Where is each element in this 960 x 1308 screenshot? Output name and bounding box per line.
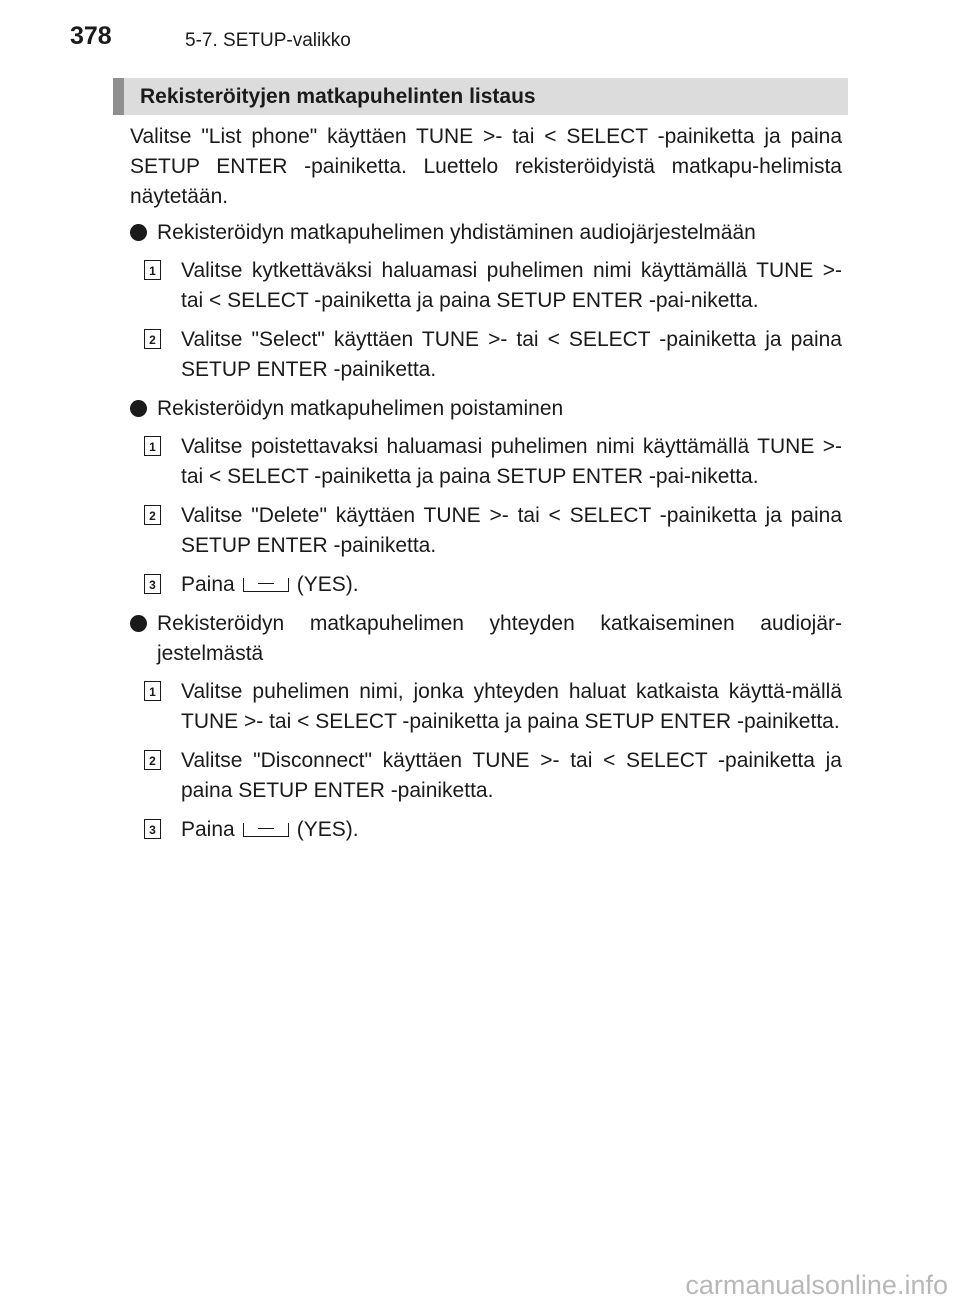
- step-number: 1: [144, 681, 161, 701]
- bullet-item: [130, 218, 842, 248]
- key-button-icon: [243, 823, 289, 837]
- bullet-text: Rekisteröidyn matkapuhelimen poistaminen: [157, 397, 564, 420]
- step-text: [181, 815, 842, 845]
- step-number: 3: [144, 819, 161, 839]
- intro-paragraph: Valitse "List phone" käyttäen TUNE >- tai < SELECT -painiketta ja paina SETUP ENTER -painiketta. Luettelo rekisteröidyistä matkapu-helimista näytetään.: [130, 125, 842, 208]
- step-item: [144, 501, 842, 561]
- step-text: Valitse "Disconnect" käyttäen TUNE >- tai < SELECT -painiketta ja paina SETUP ENTER -painiketta.: [181, 749, 842, 802]
- step-number: 2: [144, 750, 161, 770]
- bullet-item: [130, 394, 842, 424]
- bullet-item: [130, 609, 842, 669]
- step-item: [144, 432, 842, 492]
- bullet-icon: [130, 400, 147, 417]
- bullet-icon: [130, 224, 147, 241]
- step-text-post: (YES).: [296, 573, 359, 596]
- bullet-text: Rekisteröidyn matkapuhelimen yhteyden katkaiseminen audiojär-jestelmästä: [157, 612, 842, 665]
- step-number: 3: [144, 574, 161, 594]
- bullet-text: Rekisteröidyn matkapuhelimen yhdistäminen audiojärjestelmään: [157, 221, 756, 244]
- step-text: Valitse "Delete" käyttäen TUNE >- tai < SELECT -painiketta ja paina SETUP ENTER -painiketta.: [181, 504, 842, 557]
- step-item: [144, 746, 842, 806]
- step-number: 1: [144, 436, 161, 456]
- step-number: 2: [144, 329, 161, 349]
- step-item: [144, 677, 842, 737]
- bullet-icon: [130, 615, 147, 632]
- section-title: Rekisteröityjen matkapuhelinten listaus: [140, 85, 536, 108]
- step-item: [144, 256, 842, 316]
- chapter-title: 5-7. SETUP-valikko: [185, 30, 351, 51]
- content: [130, 122, 842, 854]
- step-text: Valitse puhelimen nimi, jonka yhteyden haluat katkaista käyttä-mällä TUNE >- tai < SELECT -painiketta ja paina SETUP ENTER -painiketta.: [181, 680, 842, 733]
- step-text-pre: Paina: [181, 573, 235, 596]
- watermark[interactable]: carmanualsonline.info: [685, 1270, 948, 1300]
- step-text: [181, 570, 842, 600]
- step-item: [144, 325, 842, 385]
- step-text: Valitse kytkettäväksi haluamasi puhelimen nimi käyttämällä TUNE >- tai < SELECT -painiketta ja paina SETUP ENTER -pai-niketta.: [181, 259, 842, 312]
- step-item: [144, 570, 842, 600]
- step-text: Valitse poistettavaksi haluamasi puhelimen nimi käyttämällä TUNE >- tai < SELECT -painiketta ja paina SETUP ENTER -pai-niketta.: [181, 435, 842, 488]
- key-button-icon: [243, 578, 289, 592]
- step-text-post: (YES).: [296, 818, 359, 841]
- section-heading-bar: [113, 78, 848, 115]
- step-item: [144, 815, 842, 845]
- step-text: Valitse "Select" käyttäen TUNE >- tai < SELECT -painiketta ja paina SETUP ENTER -painiketta.: [181, 328, 842, 381]
- step-text-pre: Paina: [181, 818, 235, 841]
- step-number: 2: [144, 505, 161, 525]
- page-number: 378: [70, 22, 112, 50]
- step-number: 1: [144, 260, 161, 280]
